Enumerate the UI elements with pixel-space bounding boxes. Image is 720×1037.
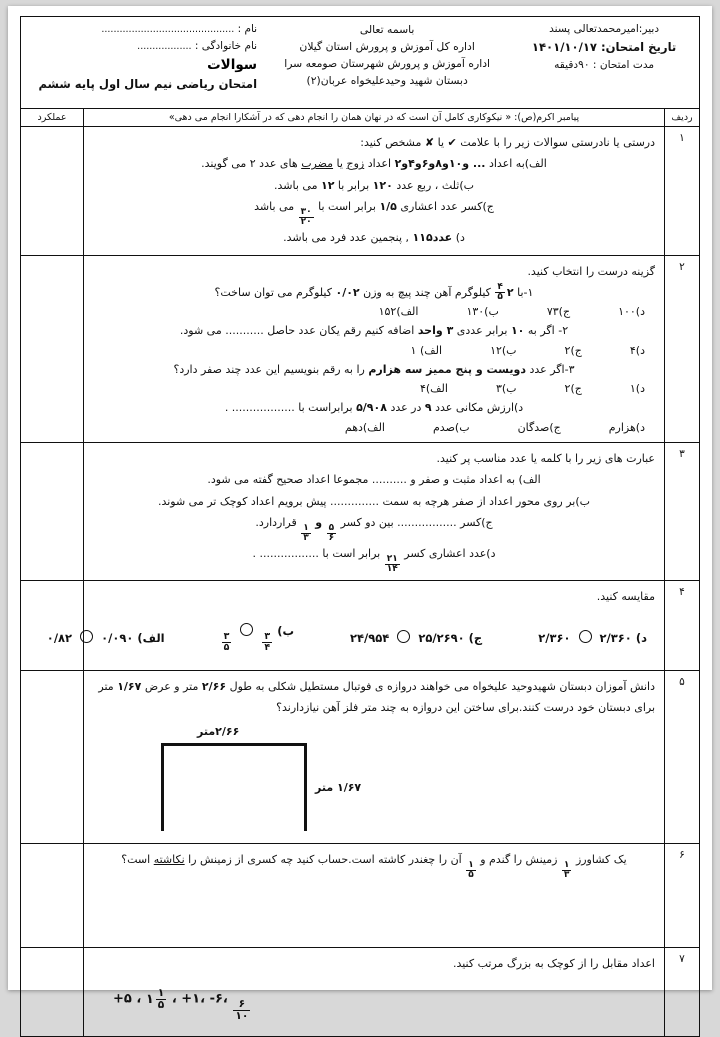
- q2-p2-a: ۲- اگر به: [527, 324, 569, 338]
- q1-a-mozrab: مضرب: [301, 157, 334, 171]
- q3-c-fraction-1: [327, 524, 337, 543]
- q2-p1-frac: [495, 283, 505, 302]
- questions-table: [20, 108, 700, 1037]
- option[interactable]: ب)۱۳۰: [466, 305, 499, 319]
- q3-c-f2-den: ۳: [303, 532, 309, 543]
- student-family-label: نام خانوادگی :: [194, 40, 258, 52]
- q1-c-mid: برابر است با: [318, 200, 376, 214]
- option[interactable]: ج)۲: [564, 382, 582, 396]
- table-row: [21, 947, 700, 1036]
- q3-c-3: قراردارد.: [255, 516, 297, 530]
- q5-text: [93, 676, 655, 719]
- table-row: [21, 255, 700, 442]
- table-row: [21, 670, 700, 843]
- option[interactable]: الف)دهم: [344, 420, 385, 434]
- table-header-row: [21, 109, 700, 127]
- question-body-6: [84, 843, 665, 947]
- q1-part-alef: [93, 153, 655, 174]
- q4-c-right: ۲۴/۹۵۴: [350, 631, 390, 646]
- q4-b-f1-num: ۳: [264, 631, 271, 643]
- q3-d-f-den: ۱۴: [386, 563, 398, 574]
- goal-top-label: ۲/۶۶متر: [197, 724, 240, 738]
- exam-date: تاریخ امتحان: ۱۴۰۱/۱۰/۱۷: [531, 40, 677, 55]
- q2-p4-a: د)ارزش مکانی عدد: [435, 401, 524, 415]
- goal-figure: [93, 725, 655, 837]
- goal-shape: [161, 743, 307, 831]
- q2-p3-a: ۳-اگر عدد: [529, 362, 575, 376]
- q2-p1-mixed-fraction: [494, 282, 513, 303]
- question-number-4: ۴: [665, 580, 700, 670]
- q2-p4-blank: .................. .: [224, 401, 295, 415]
- q1-a-zoj: زوج: [346, 157, 365, 171]
- q2-p2-d: می شود.: [179, 324, 222, 338]
- col-header-row: ردیف: [665, 109, 700, 127]
- q2-p1-b: کیلوگرم آهن چند پیچ به وزن: [363, 286, 491, 299]
- q7-lead: اعداد مقابل را از کوچک به بزرگ مرتب کنید.: [452, 956, 655, 970]
- basmala: باسمه تعالی: [359, 23, 415, 36]
- header-organization-block: [265, 17, 509, 108]
- q1-part-jim: [93, 196, 655, 227]
- student-name-label: نام :: [237, 23, 258, 35]
- exam-sheet: [20, 16, 700, 1023]
- q1-lead-a: درستی یا نادرستی سوالات زیر را با علامت: [460, 136, 655, 149]
- q3-c-f1-num: ۵: [328, 522, 335, 533]
- header-teacher-block: [509, 17, 699, 108]
- q1-b-n1: ۱۲۰: [372, 178, 393, 192]
- q3-b-1: ب)بر روی محور اعداد از صفر هرچه به سمت: [382, 494, 591, 508]
- table-row: [21, 580, 700, 670]
- question-body-3: [84, 442, 665, 580]
- q3-c-f1-den: ۶: [328, 532, 335, 543]
- q3-d-fraction: [385, 555, 400, 574]
- option[interactable]: د)۴: [629, 343, 645, 357]
- col-header-score: عملکرد: [21, 109, 84, 127]
- goal-side-label: ۱/۶۷ متر: [315, 780, 362, 794]
- option[interactable]: ب)صدم: [432, 420, 470, 434]
- q2-p2-blank: ...........: [225, 324, 264, 338]
- question-number-5: ۵: [665, 670, 700, 843]
- table-row: [21, 843, 700, 947]
- q3-part-dal: [93, 543, 655, 574]
- question-body-4: [46, 580, 665, 670]
- student-family-dots: ..................: [137, 41, 192, 52]
- student-name-dots: ............................................: [101, 24, 235, 35]
- q3-d-1: د)عدد اعشاری کسر: [404, 546, 496, 560]
- q2-p4-n: ۹: [424, 401, 432, 415]
- q4-c-left: ۲۵/۲۶۹۰: [418, 631, 465, 646]
- q1-lead-b: مشخص کنید:: [360, 136, 422, 149]
- q3-c-fraction-2: [301, 524, 311, 543]
- q1-d-num: عدد۱۱۵: [412, 231, 453, 245]
- q2-p3-bold: دویست و پنج ممیز سه هزارم: [368, 362, 526, 376]
- q1-lead: [93, 132, 655, 153]
- q3-a-blank: ..........: [371, 473, 407, 487]
- q3-b-2: پیش برویم اعداد کوچک تر می شوند.: [157, 494, 327, 508]
- q7-mixed-num: ۱: [157, 986, 165, 1000]
- q6-t3: آن را چغندر کاشته است.حساب کنید چه کسری از زمینش را: [188, 852, 462, 866]
- comparison-circle-icon[interactable]: [240, 623, 253, 636]
- q4-b-f2-num: ۳: [223, 631, 230, 643]
- q6-f1-den: ۳: [563, 869, 570, 880]
- q1-a-3: یا: [336, 157, 343, 171]
- option[interactable]: الف) ۱: [410, 343, 443, 357]
- q2-p4-b: در عدد: [390, 401, 422, 415]
- city-office: اداره آموزش و پرورش شهرستان صومعه سرا: [284, 57, 491, 71]
- q1-c-num: ۱/۵: [379, 200, 397, 214]
- q3-d-2: برابر است با: [322, 546, 381, 560]
- table-row: [21, 442, 700, 580]
- q7-f-num: ۶: [238, 997, 246, 1011]
- q1-a-2: اعداد: [367, 157, 392, 171]
- q6-f2-den: ۵: [468, 869, 474, 880]
- question-number-2: ۲: [665, 255, 700, 442]
- q2-p2-n1: ۱۰: [510, 324, 525, 338]
- score-cell-2[interactable]: [21, 255, 84, 442]
- q2-p1-c: کیلوگرم می توان ساخت؟: [214, 286, 332, 299]
- q6-fraction-2: [466, 861, 476, 880]
- q1-c-frac-den: ۲۰: [300, 217, 312, 228]
- q1-d-end: , پنجمین عدد فرد می باشد.: [283, 231, 410, 245]
- q5-width: ۱/۶۷: [117, 679, 142, 693]
- option[interactable]: الف)۱۵۲: [378, 305, 419, 319]
- q4-b-f1-den: ۴: [264, 641, 271, 653]
- q1-c-frac-num: ۳۰: [300, 207, 312, 218]
- option[interactable]: ب)۱۲: [490, 343, 517, 357]
- q4-a-right: ۰/۸۲: [46, 631, 73, 646]
- q1-b-1: ب)ثلث ، ربع عدد: [396, 178, 474, 192]
- q2-p1-whole: ۲: [506, 286, 514, 299]
- q4-b-f2-den: ۵: [223, 641, 230, 653]
- option[interactable]: ج)۲: [564, 343, 582, 357]
- header-student-block: [21, 17, 265, 108]
- exam-duration: مدت امتحان : ۹۰دقیقه: [554, 58, 655, 71]
- score-cell-3[interactable]: [21, 442, 84, 580]
- q1-part-dal: [93, 227, 655, 248]
- q2-p1-a: ۱-با: [517, 286, 534, 299]
- question-body-1: [84, 127, 665, 256]
- q5-text-1: دانش آموزان دبستان شهیدوحید علیخواه می خواهند دروازه ی فوتبال مستطیل شکلی به طول: [229, 679, 655, 693]
- q2-part-1: [93, 282, 655, 303]
- q4-a-label: الف): [137, 631, 165, 646]
- question-number-3: ۳: [665, 442, 700, 580]
- q4-b-label: ب): [277, 624, 294, 639]
- questions-label: سوالات: [207, 57, 258, 73]
- hadith-text: پیامبر اکرم(ص): « نیکوکاری کامل آن است که در نهان همان را انجام دهی که در آشکارا انجام می دهی»: [84, 109, 665, 127]
- q6-f1-num: ۱: [563, 859, 570, 870]
- score-cell-7[interactable]: [21, 947, 84, 1036]
- q2-p4-num: ۵/۹۰۸: [356, 401, 387, 415]
- comparison-circle-icon[interactable]: [579, 630, 592, 643]
- question-number-7: ۷: [665, 947, 700, 1036]
- q3-c-blank: .................: [397, 516, 457, 530]
- q2-lead: گزینه درست را انتخاب کنید.: [527, 264, 655, 278]
- q1-c-fraction: [299, 208, 314, 227]
- q7-mixed-den: ۵: [157, 997, 165, 1011]
- q4-d-left: ۲/۳۶۰: [599, 631, 632, 646]
- province-office: اداره کل آموزش و پرورش استان گیلان: [299, 40, 475, 54]
- comparison-circle-icon[interactable]: [397, 630, 410, 643]
- school-name: دبستان شهید وحیدعلیخواه عربان(۲): [306, 74, 468, 88]
- q3-a-1: الف) به اعداد مثبت و صفر و: [410, 473, 541, 487]
- q5-text-4: دبستان خود درست کنند.برای ساختن این دروازه به چند متر فلز آهن نیازدارند؟: [276, 701, 631, 715]
- q4-comparisons: [46, 607, 655, 664]
- q2-p2-c: اضافه کنیم رقم یکان عدد حاصل: [267, 324, 415, 338]
- q1-b-end: می باشد.: [274, 178, 318, 192]
- q2-p2-n2: ۳ واحد: [417, 324, 454, 338]
- q1-c-end: می باشد: [254, 200, 295, 214]
- q2-p2-b: برابر عددی: [456, 324, 508, 338]
- q1-c-1: ج)کسر عدد اعشاری: [400, 200, 494, 214]
- q4-d-right: ۲/۳۶۰: [538, 631, 571, 646]
- q3-c-and: و: [315, 516, 323, 530]
- q2-p3-options: [93, 380, 649, 397]
- q1-part-be: [93, 175, 655, 196]
- q5-text-3: متر برای: [98, 679, 655, 715]
- score-cell-4[interactable]: [21, 580, 84, 670]
- q3-b-blank: ..............: [330, 494, 379, 508]
- q6-underline: نکاشته: [153, 852, 185, 866]
- q2-p4-c: برابراست با: [298, 401, 353, 415]
- q2-p1-num: ۴: [497, 282, 503, 293]
- q2-p3-b: را به رقم بنویسیم این عدد چند صفر دارد؟: [173, 362, 365, 376]
- q3-d-f-num: ۲۱: [386, 553, 398, 564]
- q4-lead: مقایسه کنید.: [596, 589, 655, 603]
- q4-part-dal[interactable]: [538, 630, 647, 645]
- q3-part-jim: [93, 512, 655, 543]
- q7-mixed-frac: [156, 988, 167, 1010]
- score-cell-5[interactable]: [21, 670, 84, 843]
- student-name-field[interactable]: [29, 21, 257, 38]
- q1-or: یا: [437, 136, 445, 149]
- q3-a-2: مجموعا اعداد صحیح گفته می شود.: [207, 473, 369, 487]
- q4-part-be[interactable]: [221, 623, 294, 652]
- q7-seq-2: ، +۱، -۶،: [171, 991, 228, 1007]
- q3-lead: عبارت های زیر را با کلمه یا عدد مناسب پر کنید.: [436, 451, 655, 465]
- q3-c-f2-num: ۱: [303, 522, 309, 533]
- q7-mixed-fraction: [146, 988, 167, 1010]
- q2-p1-options: [93, 303, 649, 320]
- teacher-name: دبیر:امیرمحمدتعالی پسند: [549, 23, 660, 35]
- option[interactable]: د)هزارم: [608, 420, 645, 434]
- q6-t1: یک کشاورز: [575, 852, 627, 866]
- q1-d-1: د): [455, 231, 465, 245]
- q2-part-4: [93, 397, 655, 418]
- question-body-5: [84, 670, 665, 843]
- q5-text-2: متر و عرض: [144, 679, 199, 693]
- q4-b-fraction-1: [262, 632, 272, 652]
- option[interactable]: ج)۷۳: [546, 305, 571, 319]
- q7-seq-1: +۵ ،: [113, 991, 142, 1007]
- exam-header: [20, 16, 700, 108]
- q1-a-nums: ... و۱۰و۸و۶و۴و۲: [394, 157, 486, 171]
- comparison-circle-icon[interactable]: [80, 630, 93, 643]
- table-row: [21, 127, 700, 256]
- question-body-7: [84, 947, 665, 1036]
- option[interactable]: ب)۳: [495, 382, 517, 396]
- q1-b-mid: برابر با: [337, 178, 370, 192]
- q1-a-1: الف)به اعداد: [488, 157, 547, 171]
- q6-t4: است؟: [121, 852, 151, 866]
- check-icon: ✔: [447, 136, 457, 149]
- q4-d-label: د): [635, 631, 647, 646]
- q6-f2-num: ۱: [468, 859, 474, 870]
- option[interactable]: ج)صدگان: [517, 420, 561, 434]
- q7-sequence: [113, 974, 655, 1029]
- exam-page: [8, 6, 712, 1023]
- score-cell-1[interactable]: [21, 127, 84, 256]
- q2-p4-options: [93, 419, 649, 436]
- q6-fraction-1: [562, 861, 572, 880]
- cross-icon: ✘: [424, 136, 435, 149]
- q2-p1-weight: ۰/۰۲: [335, 286, 360, 299]
- q1-a-4: های عدد ۲ می گویند.: [201, 157, 298, 171]
- q2-p1-den: ۵: [497, 292, 503, 303]
- q4-part-alef[interactable]: [47, 630, 165, 645]
- q7-fraction: [233, 999, 250, 1021]
- q2-part-2: [93, 320, 655, 341]
- q5-length: ۲/۶۶: [201, 679, 227, 693]
- q6-t2: زمینش را گندم و: [480, 852, 558, 866]
- q2-part-3: [93, 359, 655, 380]
- q3-c-1: ج)کسر: [460, 516, 493, 530]
- exam-title: امتحان ریاضی نیم سال اول پایه ششم: [38, 77, 258, 92]
- q1-b-n2: ۱۲: [320, 178, 335, 192]
- q2-p2-options: [93, 342, 649, 359]
- q4-c-label: ج): [468, 631, 483, 646]
- score-cell-6[interactable]: [21, 843, 84, 947]
- question-body-2: [84, 255, 665, 442]
- q7-f-den: ۱۰: [235, 1009, 249, 1023]
- question-number-6: ۶: [665, 843, 700, 947]
- option[interactable]: د)۱۰۰: [618, 305, 645, 319]
- q3-part-alef: [93, 469, 655, 490]
- q3-part-be: [93, 491, 655, 512]
- option[interactable]: الف)۴: [419, 382, 448, 396]
- q3-d-blank: ................. .: [252, 546, 319, 560]
- q4-part-jim[interactable]: [350, 630, 482, 645]
- question-number-1: ۱: [665, 127, 700, 256]
- q6-text: [93, 849, 655, 880]
- q7-mixed-whole: ۱: [145, 991, 154, 1007]
- student-family-field[interactable]: [29, 38, 257, 55]
- q3-c-2: بین دو کسر: [340, 516, 394, 530]
- option[interactable]: د)۱: [629, 382, 645, 396]
- q4-a-left: ۰/۰۹۰: [101, 631, 134, 646]
- q4-b-fraction-2: [222, 632, 232, 652]
